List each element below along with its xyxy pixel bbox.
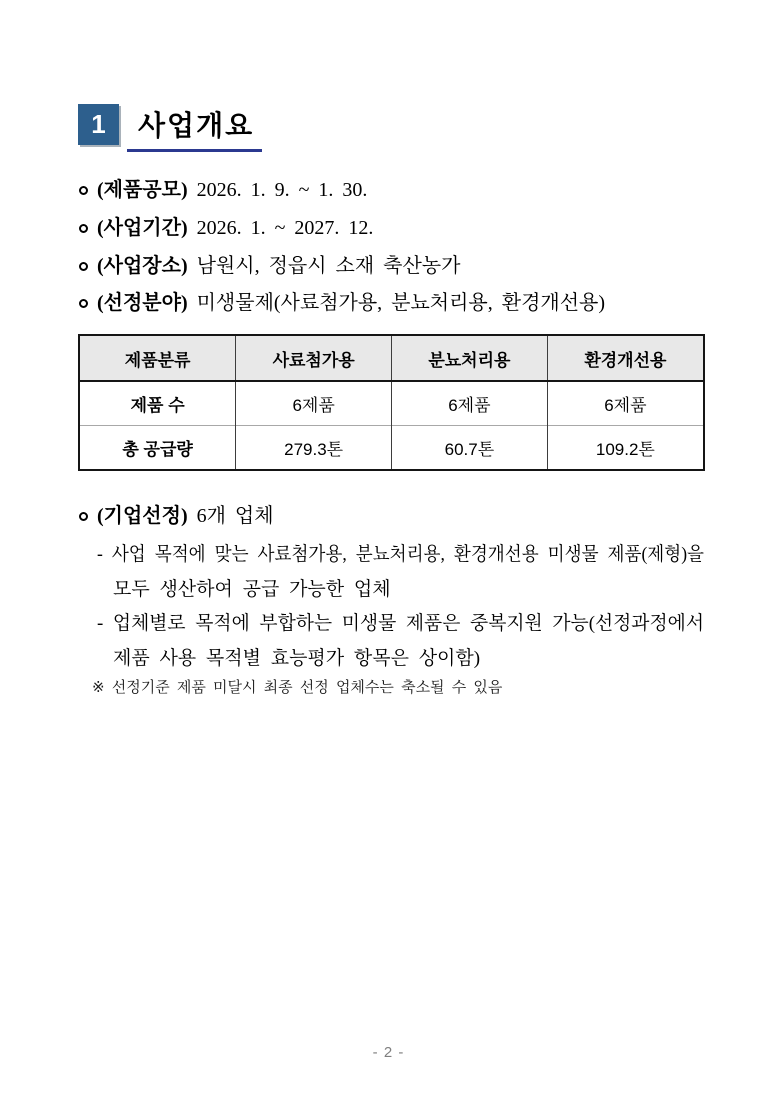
bullet-label: (제품공모)	[97, 179, 188, 201]
table-row-label: 총 공급량	[80, 425, 236, 469]
bullet-line-company-selection	[79, 504, 274, 529]
bullet-label: (기업선정)	[97, 505, 188, 527]
circle-bullet-icon	[79, 224, 88, 233]
bullet-line-project-period	[79, 216, 373, 241]
sub-item-text: 업체별로 목적에 부합하는 미생물 제품은 중복지원 가능(선정과정에서	[112, 613, 704, 634]
sub-item-line	[97, 542, 704, 567]
sub-item-text: 모두 생산하여 공급 가능한 업체	[113, 579, 391, 600]
table-cell: 6제품	[547, 381, 703, 425]
table-cell: 109.2톤	[547, 425, 703, 469]
bullet-text: 미생물제(사료첨가용, 분뇨처리용, 환경개선용)	[196, 292, 606, 314]
table-header-cell: 제품분류	[80, 336, 236, 381]
bullet-text: 2026. 1. 9. ~ 1. 30.	[196, 179, 368, 201]
section-number-badge: 1	[78, 104, 119, 145]
section-title: 사업개요	[138, 110, 255, 141]
bullet-label: (선정분야)	[97, 292, 188, 314]
bullet-line-project-location	[79, 254, 460, 279]
reference-note: ※ 선정기준 제품 미달시 최종 선정 업체수는 축소될 수 있음	[92, 679, 503, 696]
table-row	[80, 381, 703, 425]
sub-item-line-continuation	[113, 646, 480, 671]
product-table-wrapper	[78, 334, 705, 471]
circle-bullet-icon	[79, 512, 88, 521]
page-number: - 2 -	[372, 1044, 405, 1061]
circle-bullet-icon	[79, 299, 88, 308]
table-header-cell: 사료첨가용	[236, 336, 392, 381]
bullet-text: 6개 업체	[196, 505, 274, 527]
table-header-cell: 환경개선용	[547, 336, 703, 381]
bullet-line-product-offer	[79, 178, 367, 203]
table-cell: 6제품	[236, 381, 392, 425]
table-header-row	[80, 336, 703, 381]
sub-item-line-continuation	[113, 577, 391, 602]
dash-marker: -	[97, 613, 104, 634]
table-cell: 6제품	[392, 381, 548, 425]
table-row-label: 제품 수	[130, 395, 185, 415]
table-header-cell: 분뇨처리용	[392, 336, 548, 381]
table-cell: 60.7톤	[392, 425, 548, 469]
circle-bullet-icon	[79, 262, 88, 271]
bullet-text: 남원시, 정읍시 소재 축산농가	[196, 255, 461, 277]
table-row	[80, 425, 703, 469]
bullet-label: (사업기간)	[97, 217, 188, 239]
sub-item-line	[97, 611, 704, 636]
product-table	[80, 336, 703, 469]
bullet-text: 2026. 1. ~ 2027. 12.	[196, 217, 374, 239]
table-cell: 279.3톤	[236, 425, 392, 469]
bullet-label: (사업장소)	[97, 255, 188, 277]
sub-item-text: 사업 목적에 맞는 사료첨가용, 분뇨처리용, 환경개선용 미생물 제품(제형)을	[111, 544, 704, 565]
section-title-underline	[127, 149, 262, 152]
circle-bullet-icon	[79, 186, 88, 195]
dash-marker: -	[97, 544, 103, 565]
bullet-line-selection-field	[79, 291, 605, 316]
sub-item-text: 제품 사용 목적별 효능평가 항목은 상이함)	[113, 648, 481, 669]
